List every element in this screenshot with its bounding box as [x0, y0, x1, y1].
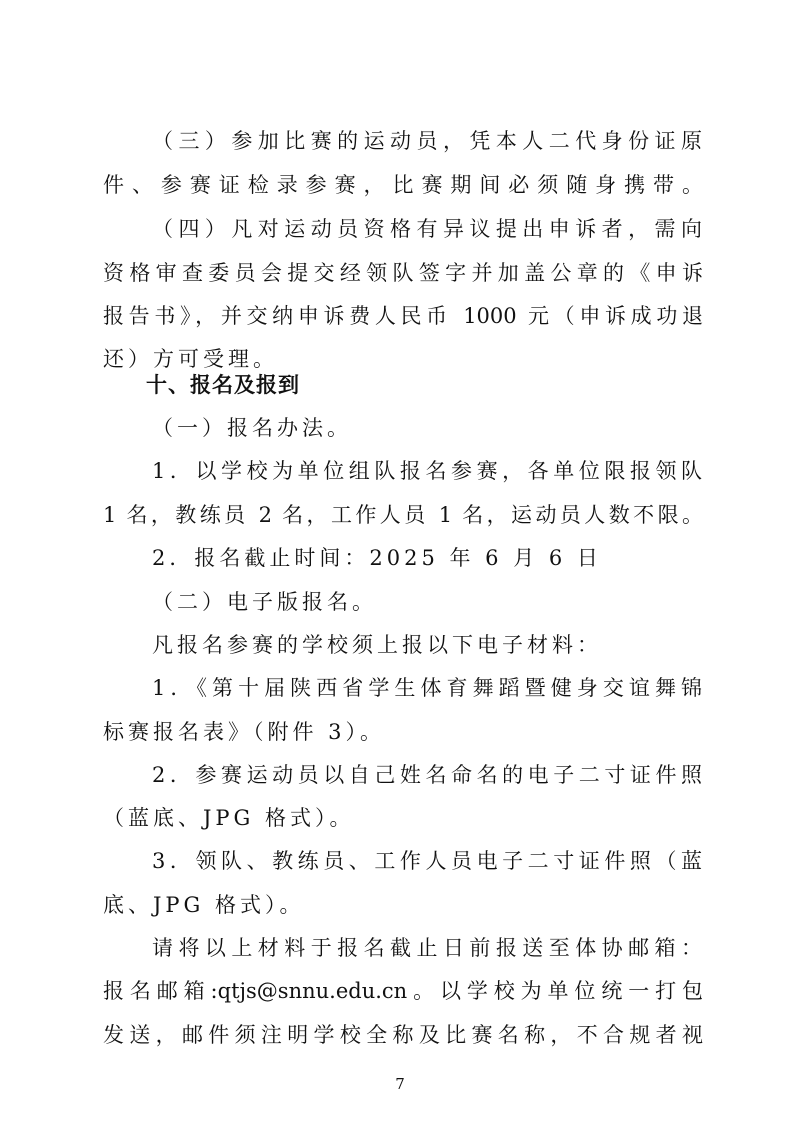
- text-line: 底、JPG 格式）。: [103, 893, 305, 917]
- text-line: 件、参赛证检录参赛，比赛期间必须随身携带。: [103, 173, 703, 197]
- text-line: 2．报名截止时间：2025 年 6 月 6 日: [152, 546, 602, 570]
- text-line: 2．参赛运动员以自己姓名命名的电子二寸证件照: [152, 763, 702, 787]
- text-line: 发送，邮件须注明学校全称及比赛名称，不合规者视: [103, 1023, 703, 1047]
- text-line: （四）凡对运动员资格有异议提出申诉者，需向: [152, 217, 702, 241]
- text-line: 报名邮箱:qtjs@snnu.edu.cn。以学校为单位统一打包: [103, 979, 703, 1003]
- text-line: 还）方可受理。: [103, 347, 278, 371]
- text-line: 资格审查委员会提交经领队签字并加盖公章的《申诉: [103, 261, 703, 285]
- text-line: 3．领队、教练员、工作人员电子二寸证件照（蓝: [152, 849, 702, 873]
- subsection-title: （二）电子版报名。: [152, 590, 377, 614]
- text-line: 1．《第十届陕西省学生体育舞蹈暨健身交谊舞锦: [152, 676, 702, 700]
- text-line: 凡报名参赛的学校须上报以下电子材料：: [152, 633, 602, 657]
- text-line: 标赛报名表》（附件 3）。: [103, 720, 386, 744]
- page-number: 7: [395, 1075, 405, 1093]
- text-line: （三）参加比赛的运动员，凭本人二代身份证原: [152, 129, 702, 153]
- section-heading: 十、报名及报到: [146, 373, 300, 397]
- text-line: 1．以学校为单位组队报名参赛，各单位限报领队: [152, 459, 702, 483]
- text-line: 请将以上材料于报名截止日前报送至体协邮箱：: [152, 936, 702, 960]
- subsection-title: （一）报名办法。: [152, 416, 352, 440]
- text-line: 报告书》，并交纳申诉费人民币 1000 元（申诉成功退: [103, 304, 703, 328]
- text-line: （蓝底、JPG 格式）。: [103, 806, 355, 830]
- text-line: 1 名，教练员 2 名，工作人员 1 名，运动员人数不限。: [103, 503, 703, 527]
